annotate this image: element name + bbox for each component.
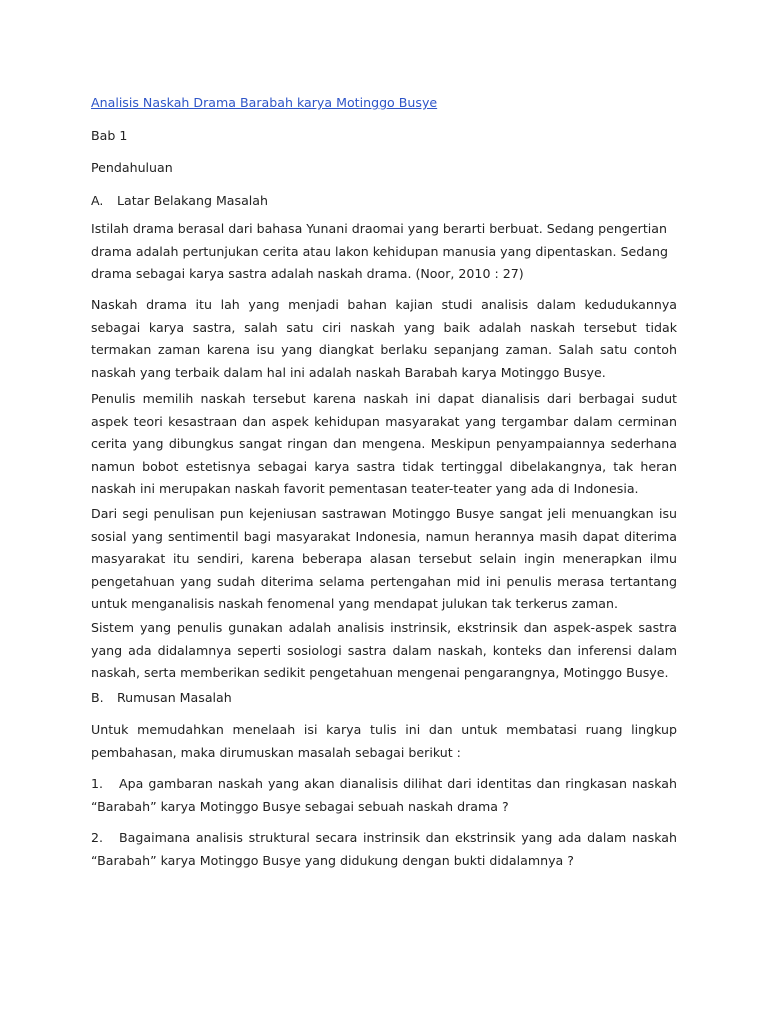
question-1-label: 1. [91,776,104,791]
paragraph-a-4: Dari segi penulisan pun kejeniusan sastrawan Motinggo Busye sangat jeli menuangkan isu sosial yang sentimentil bagi masyarakat Indonesia, namun herannya masih dapat diterima masyarakat itu sendiri, karena beberapa alasan tersebut selain ingin menerapkan ilmu pengetahuan yang sudah diterima selama pertengahan mid ini penulis merasa tertantang untuk menganalisis naskah fenomenal yang mendapat julukan tak terkerus zaman. [91,506,677,611]
chapter-label: Bab 1 [91,128,128,143]
section-a-heading [91,192,268,210]
section-b-label: B. [91,690,104,705]
section-a-label: A. [91,193,104,208]
section-b-title: Rumusan Masalah [117,690,232,705]
question-2-text: Bagaimana analisis struktural secara instrinsik dan ekstrinsik yang ada dalam naskah “Barabah” karya Motinggo Busye yang didukung dengan bukti didalamnya ? [91,830,677,868]
paragraph-a-2: Naskah drama itu lah yang menjadi bahan kajian studi analisis dalam kedudukannya sebagai karya sastra, salah satu ciri naskah yang baik adalah naskah tersebut tidak termakan zaman karena isu yang diangkat berlaku sepanjang zaman. Salah satu contoh naskah yang terbaik dalam hal ini adalah naskah Barabah karya Motinggo Busye. [91,297,677,380]
question-2-label: 2. [91,830,104,845]
question-2 [91,827,677,872]
question-1-text: Apa gambaran naskah yang akan dianalisis dilihat dari identitas dan ringkasan naskah “Barabah” karya Motinggo Busye sebagai sebuah naskah drama ? [91,776,677,814]
section-a-title: Latar Belakang Masalah [117,193,269,208]
question-1 [91,773,677,818]
paragraph-a-1: Istilah drama berasal dari bahasa Yunani draomai yang berarti berbuat. Sedang pengertian drama adalah pertunjukan cerita atau lakon kehidupan manusia yang dipentaskan. Sedang drama sebagai karya sastra adalah naskah drama. (Noor, 2010 : 27) [91,221,668,281]
paragraph-a-5: Sistem yang penulis gunakan adalah analisis instrinsik, ekstrinsik dan aspek-aspek sastra yang ada didalamnya seperti sosiologi sastra dalam naskah, konteks dan inferensi dalam naskah, serta memberikan sedikit pengetahuan mengenai pengarangnya, Motinggo Busye. [91,620,677,680]
section-b-heading [91,689,232,707]
chapter-title: Pendahuluan [91,160,173,175]
paragraph-a-3: Penulis memilih naskah tersebut karena naskah ini dapat dianalisis dari berbagai sudut aspek teori kesastraan dan aspek kehidupan masyarakat yang tergambar dalam cerminan cerita yang dibungkus sangat ringan dan mengena. Meskipun penyampaiannya sederhana namun bobot estetisnya sebagai karya sastra tidak tertinggal dibelakangnya, tak heran naskah ini merupakan naskah favorit pementasan teater-teater yang ada di Indonesia. [91,391,677,496]
paragraph-b-intro: Untuk memudahkan menelaah isi karya tulis ini dan untuk membatasi ruang lingkup pembahasan, maka dirumuskan masalah sebagai berikut : [91,722,677,760]
document-title-link[interactable]: Analisis Naskah Drama Barabah karya Motinggo Busye [91,95,438,110]
